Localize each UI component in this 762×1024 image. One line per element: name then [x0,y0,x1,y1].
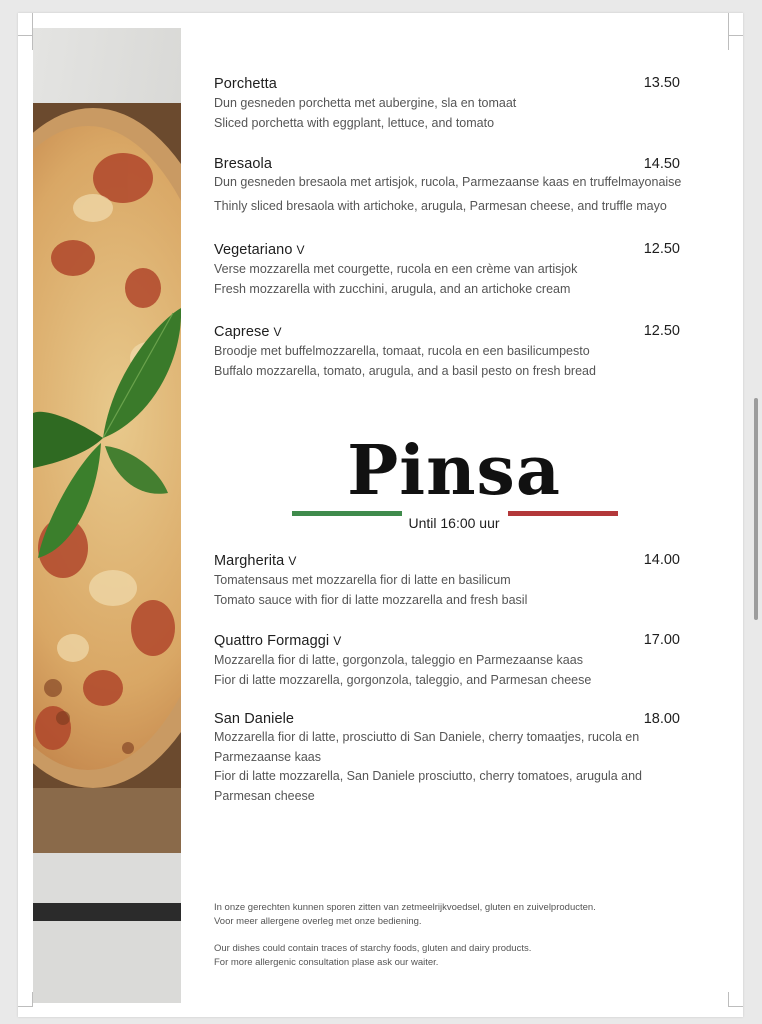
crop-mark [18,992,33,1007]
vertical-scrollbar[interactable] [754,398,758,620]
crop-mark [18,35,33,50]
menu-item-bresaola [214,156,694,216]
item-title: Vegetariano [214,242,293,258]
item-price: 13.50 [643,75,680,91]
menu-item-quattro-formaggi [214,632,694,690]
item-title: Margherita [214,553,285,569]
menu-item-san-daniele [214,711,694,806]
crop-mark [728,35,743,50]
allergen-note-line: For more allergenic consultation plase ask our waiter. [214,957,439,968]
item-price: 14.50 [643,156,680,172]
pizza-photo [33,28,181,1003]
menu-item-porchetta [214,75,694,133]
item-price: 17.00 [643,632,680,648]
item-desc-en: Fior di latte mozzarella, gorgonzola, taleggio, and Parmesan cheese [214,672,592,687]
pizza-illustration [33,28,181,1003]
menu-item-margherita [214,552,694,610]
item-desc-en: Fior di latte mozzarella, San Daniele prosciutto, cherry tomatoes, arugula and [214,769,642,783]
crop-mark [728,13,729,35]
allergen-note-line: In onze gerechten kunnen sporen zitten van zetmeelrijkvoedsel, gluten en zuivelproducten. [214,902,596,913]
item-desc-nl: Mozzarella fior di latte, prosciutto di San Daniele, cherry tomaatjes, rucola en [214,730,640,744]
crop-mark [728,992,743,1007]
item-title: Bresaola [214,156,273,172]
item-desc-nl: Verse mozzarella met courgette, rucola en een crème van artisjok [214,262,578,276]
allergen-note-nl [214,901,654,929]
item-desc-nl: Tomatensaus met mozzarella fior di latte en basilicum [214,573,511,587]
allergen-note-line: Our dishes could contain traces of starchy foods, gluten and dairy products. [214,943,532,954]
vegetarian-badge: V [333,634,342,648]
item-desc-nl-cont: Parmezaanse kaas [214,749,322,764]
item-desc-nl: Dun gesneden bresaola met artisjok, rucola, Parmezaanse kaas en truffelmayonaise [214,175,682,189]
item-desc-en: Thinly sliced bresaola with artichoke, arugula, Parmesan cheese, and truffle mayo [214,198,667,213]
allergen-note-en [214,942,654,970]
item-price: 14.00 [643,552,680,568]
allergen-note-line: Voor meer allergene overleg met onze bediening. [214,916,422,927]
section-title-pinsa: Pinsa [347,431,561,511]
item-title: Quattro Formaggi [214,633,330,649]
menu-item-caprese [214,323,694,381]
item-desc-nl: Mozzarella fior di latte, gorgonzola, taleggio en Parmezaanse kaas [214,653,583,667]
vegetarian-badge: V [296,243,305,257]
item-desc-en-cont: Parmesan cheese [214,788,315,803]
item-price: 12.50 [643,323,680,339]
item-desc-en: Sliced porchetta with eggplant, lettuce, and tomato [214,115,495,130]
item-desc-en: Tomato sauce with fior di latte mozzarella and fresh basil [214,592,528,607]
italian-flag-red-bar [508,511,618,516]
item-title: Porchetta [214,76,277,92]
vegetarian-badge: V [288,554,297,568]
item-name [214,75,277,93]
item-desc-en: Fresh mozzarella with zucchini, arugula, and an artichoke cream [214,281,571,296]
italian-flag-green-bar [292,511,402,516]
menu-page [18,13,743,1017]
item-desc-en: Buffalo mozzarella, tomato, arugula, and a basil pesto on fresh bread [214,363,596,378]
item-price: 12.50 [643,241,680,257]
item-title: Caprese [214,324,270,340]
item-title: San Daniele [214,711,295,727]
menu-item-vegetariano [214,241,694,299]
menu-content [214,13,704,1017]
section-subtitle: Until 16:00 uur [408,515,500,531]
vegetarian-badge: V [273,325,282,339]
item-desc-nl: Dun gesneden porchetta met aubergine, sla en tomaat [214,96,517,110]
item-desc-nl: Broodje met buffelmozzarella, tomaat, rucola en een basilicumpesto [214,344,590,358]
item-price: 18.00 [643,711,680,727]
